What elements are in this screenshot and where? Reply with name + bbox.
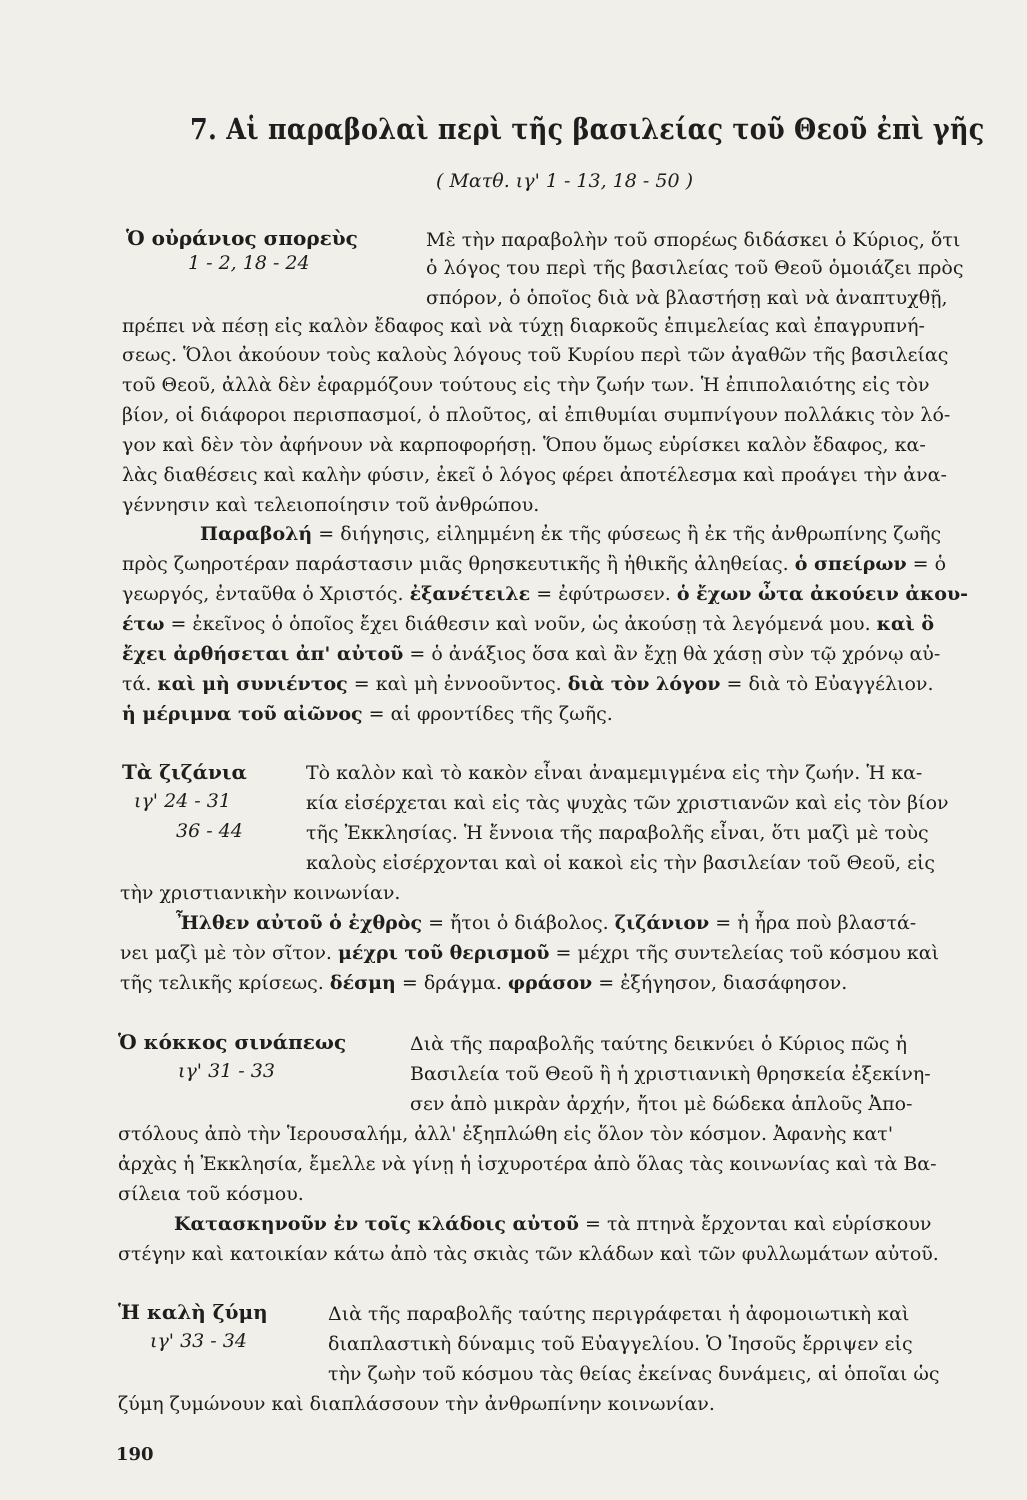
- gloss-term: ἡ μέριμνα τοῦ αἰῶνος: [122, 703, 363, 725]
- gloss-text: τά.: [122, 673, 158, 695]
- section-ref-tares: ιγ' 24 - 31: [134, 790, 231, 812]
- gloss-line: [120, 941, 939, 965]
- text-line: λὰς διαθέσεις καὶ καλὴν φύσιν, ἐκεῖ ὁ λόγος φέρει ἀποτέλεσμα καὶ προάγει τὴν ἀνα-: [122, 464, 947, 486]
- gloss-term: καὶ μὴ συνιέντος: [157, 673, 348, 695]
- gloss-text: = ὁ: [906, 553, 947, 575]
- section-ref-mustard: ιγ' 31 - 33: [178, 1060, 275, 1082]
- gloss-term: Παραβολή: [200, 523, 313, 545]
- gloss-text: = ἐκεῖνος ὁ ὁποῖος ἔχει διάθεσιν καὶ νοῦν, ὡς ἀκούσῃ τὰ λεγόμενά μου.: [164, 613, 877, 635]
- gloss-term: διὰ τὸν λόγον: [567, 673, 721, 695]
- gloss-term: ζιζάνιον: [614, 912, 710, 934]
- gloss-term: καὶ ὃ: [876, 613, 934, 635]
- gloss-term: ὁ σπείρων: [794, 553, 907, 575]
- chapter-subtitle: ( Ματθ. ιγ' 1 - 13, 18 - 50 ): [436, 170, 693, 192]
- text-line: ζύμη ζυμώνουν καὶ διαπλάσσουν τὴν ἀνθρωπίνην κοινωνίαν.: [118, 1393, 715, 1415]
- gloss-text: γεωργός, ἐνταῦθα ὁ Χριστός.: [122, 583, 410, 605]
- text-line: Μὲ τὴν παραβολὴν τοῦ σπορέως διδάσκει ὁ Κύριος, ὅτι: [426, 229, 961, 251]
- gloss-term: δέσμη: [329, 972, 396, 994]
- gloss-term: ἔχει ἀρθήσεται ἀπ' αὐτοῦ: [122, 643, 404, 665]
- gloss-term: ὁ ἔχων ὦτα ἀκούειν ἀκου-: [676, 583, 969, 605]
- gloss-term: Ἦλθεν αὐτοῦ ὁ ἐχθρὸς: [176, 912, 423, 934]
- gloss-text: τῆς τελικῆς κρίσεως.: [120, 972, 330, 994]
- gloss-line: [122, 642, 940, 666]
- gloss-line: [122, 672, 934, 696]
- text-line: σίλεια τοῦ κόσμου.: [118, 1183, 304, 1205]
- gloss-text: νει μαζὶ μὲ τὸν σῖτον.: [120, 942, 338, 964]
- gloss-line: [122, 702, 613, 726]
- text-line: διαπλαστικὴ δύναμις τοῦ Εὐαγγελίου. Ὁ Ἰησοῦς ἔρριψεν εἰς: [328, 1333, 913, 1355]
- gloss-term: φράσον: [507, 972, 593, 994]
- section-ref-tares-2: 36 - 44: [176, 820, 243, 842]
- gloss-text: = ἐφύτρωσεν.: [530, 583, 677, 605]
- text-line: Διὰ τῆς παραβολῆς ταύτης δεικνύει ὁ Κύριος πῶς ἡ: [410, 1033, 907, 1055]
- text-line: Διὰ τῆς παραβολῆς ταύτης περιγράφεται ἡ ἀφομοιωτικὴ καὶ: [328, 1303, 910, 1325]
- gloss-text: πρὸς ζωηροτέραν παράστασιν μιᾶς θρησκευτικῆς ἢ ἠθικῆς ἀληθείας.: [122, 553, 795, 575]
- gloss-text: = διὰ τὸ Εὐαγγέλιον.: [720, 673, 934, 695]
- gloss-line: στέγην καὶ κατοικίαν κάτω ἀπὸ τὰς σκιὰς τῶν κλάδων καὶ τῶν φυλλωμάτων αὐτοῦ.: [118, 1243, 939, 1265]
- gloss-line: [174, 1212, 931, 1236]
- text-line: στόλους ἀπὸ τὴν Ἱερουσαλήμ, ἀλλ' ἐξηπλώθη εἰς ὅλον τὸν κόσμον. Ἀφανὴς κατ': [118, 1123, 894, 1145]
- gloss-text: = ἤτοι ὁ διάβολος.: [422, 912, 615, 934]
- text-line: ἀρχὰς ἡ Ἐκκλησία, ἔμελλε νὰ γίνῃ ἡ ἰσχυροτέρα ἀπὸ ὅλας τὰς κοινωνίας καὶ τὰ Βα-: [118, 1153, 937, 1175]
- section-heading-mustard: Ὁ κόκκος σινάπεως: [118, 1030, 347, 1054]
- text-line: σεν ἀπὸ μικρὰν ἀρχήν, ἤτοι μὲ δώδεκα ἁπλοῦς Ἀπο-: [410, 1093, 913, 1115]
- gloss-text: = καὶ μὴ ἐννοοῦντος.: [347, 673, 568, 695]
- gloss-text: = δράγμα.: [395, 972, 508, 994]
- section-ref-leaven: ιγ' 33 - 34: [150, 1330, 247, 1352]
- gloss-text: = ὁ ἀνάξιος ὅσα καὶ ἂν ἔχῃ θὰ χάσῃ σὺν τῷ χρόνῳ αὐ-: [403, 643, 941, 665]
- gloss-text: = ἡ ἦρα ποὺ βλαστά-: [709, 912, 917, 934]
- gloss-term: Κατασκηνοῦν ἐν τοῖς κλάδοις αὐτοῦ: [174, 1213, 579, 1235]
- section-heading-leaven: Ἡ καλὴ ζύμη: [118, 1300, 268, 1324]
- text-line: τῆς Ἐκκλησίας. Ἡ ἔννοια τῆς παραβολῆς εἶναι, ὅτι μαζὶ μὲ τοὺς: [306, 822, 929, 844]
- gloss-term: έτω: [122, 613, 165, 635]
- text-line: βίον, οἱ διάφοροι περισπασμοί, ὁ πλοῦτος, αἱ ἐπιθυμίαι συμπνίγουν πολλάκις τὸν λό-: [122, 404, 951, 426]
- page-number: 190: [116, 1444, 154, 1465]
- text-line: σπόρον, ὁ ὁποῖος διὰ νὰ βλαστήσῃ καὶ νὰ ἀναπτυχθῇ,: [426, 287, 948, 309]
- text-line: γον καὶ δὲν τὸν ἀφήνουν νὰ καρποφορήσῃ. Ὅπου ὅμως εὑρίσκει καλὸν ἔδαφος, κα-: [122, 434, 926, 456]
- gloss-line: [122, 582, 968, 606]
- gloss-line: [122, 612, 934, 636]
- section-heading-tares: Τὰ ζιζάνια: [122, 760, 247, 784]
- gloss-term: μέχρι τοῦ θερισμοῦ: [337, 942, 550, 964]
- gloss-text: = αἱ φροντίδες τῆς ζωῆς.: [362, 703, 613, 725]
- text-line: ὁ λόγος του περὶ τῆς βασιλείας τοῦ Θεοῦ ὁμοιάζει πρὸς: [426, 257, 964, 279]
- gloss-line: [120, 971, 847, 995]
- text-line: σεως. Ὅλοι ἀκούουν τοὺς καλοὺς λόγους τοῦ Κυρίου περὶ τῶν ἀγαθῶν τῆς βασιλείας: [122, 344, 949, 366]
- text-line: τὴν ζωὴν τοῦ κόσμου τὰς θείας ἐκείνας δυνάμεις, αἱ ὁποῖαι ὡς: [328, 1363, 940, 1385]
- text-line: τοῦ Θεοῦ, ἀλλὰ δὲν ἐφαρμόζουν τούτους εἰς τὴν ζωήν των. Ἡ ἐπιπολαιότης εἰς τὸν: [122, 374, 930, 396]
- text-line: Τὸ καλὸν καὶ τὸ κακὸν εἶναι ἀναμεμιγμένα εἰς τὴν ζωήν. Ἡ κα-: [306, 762, 923, 784]
- gloss-line: [176, 911, 916, 935]
- gloss-term: ἐξανέτειλε: [409, 583, 531, 605]
- text-line: Βασιλεία τοῦ Θεοῦ ἢ ἡ χριστιανικὴ θρησκεία ἐξεκίνη-: [410, 1063, 931, 1085]
- chapter-title: 7. Αἱ παραβολαὶ περὶ τῆς βασιλείας τοῦ Θεοῦ ἐπὶ γῆς: [190, 112, 985, 146]
- gloss-text: = τὰ πτηνὰ ἔρχονται καὶ εὑρίσκουν: [578, 1213, 932, 1235]
- text-line: κία εἰσέρχεται καὶ εἰς τὰς ψυχὰς τῶν χριστιανῶν καὶ εἰς τὸν βίον: [306, 792, 949, 814]
- gloss-text: = μέχρι τῆς συντελείας τοῦ κόσμου καὶ: [549, 942, 940, 964]
- gloss-text: = διήγησις, εἰλημμένη ἐκ τῆς φύσεως ἢ ἐκ τῆς ἀνθρωπίνης ζωῆς: [312, 523, 942, 545]
- gloss-line: [200, 522, 941, 546]
- section-ref-sower: 1 - 2, 18 - 24: [188, 252, 310, 274]
- gloss-text: = ἐξήγησον, διασάφησον.: [592, 972, 848, 994]
- gloss-line: [122, 552, 946, 576]
- text-line: καλοὺς εἰσέρχονται καὶ οἱ κακοὶ εἰς τὴν βασιλείαν τοῦ Θεοῦ, εἰς: [306, 852, 936, 874]
- text-line: γέννησιν καὶ τελειοποίησιν τοῦ ἀνθρώπου.: [122, 494, 540, 516]
- text-line: πρέπει νὰ πέσῃ εἰς καλὸν ἔδαφος καὶ νὰ τύχῃ διαρκοῦς ἐπιμελείας καὶ ἐπαγρυπνή-: [122, 315, 925, 337]
- section-heading-sower: Ὁ οὐράνιος σπορεὺς: [126, 226, 358, 250]
- text-line: τὴν χριστιανικὴν κοινωνίαν.: [120, 882, 401, 904]
